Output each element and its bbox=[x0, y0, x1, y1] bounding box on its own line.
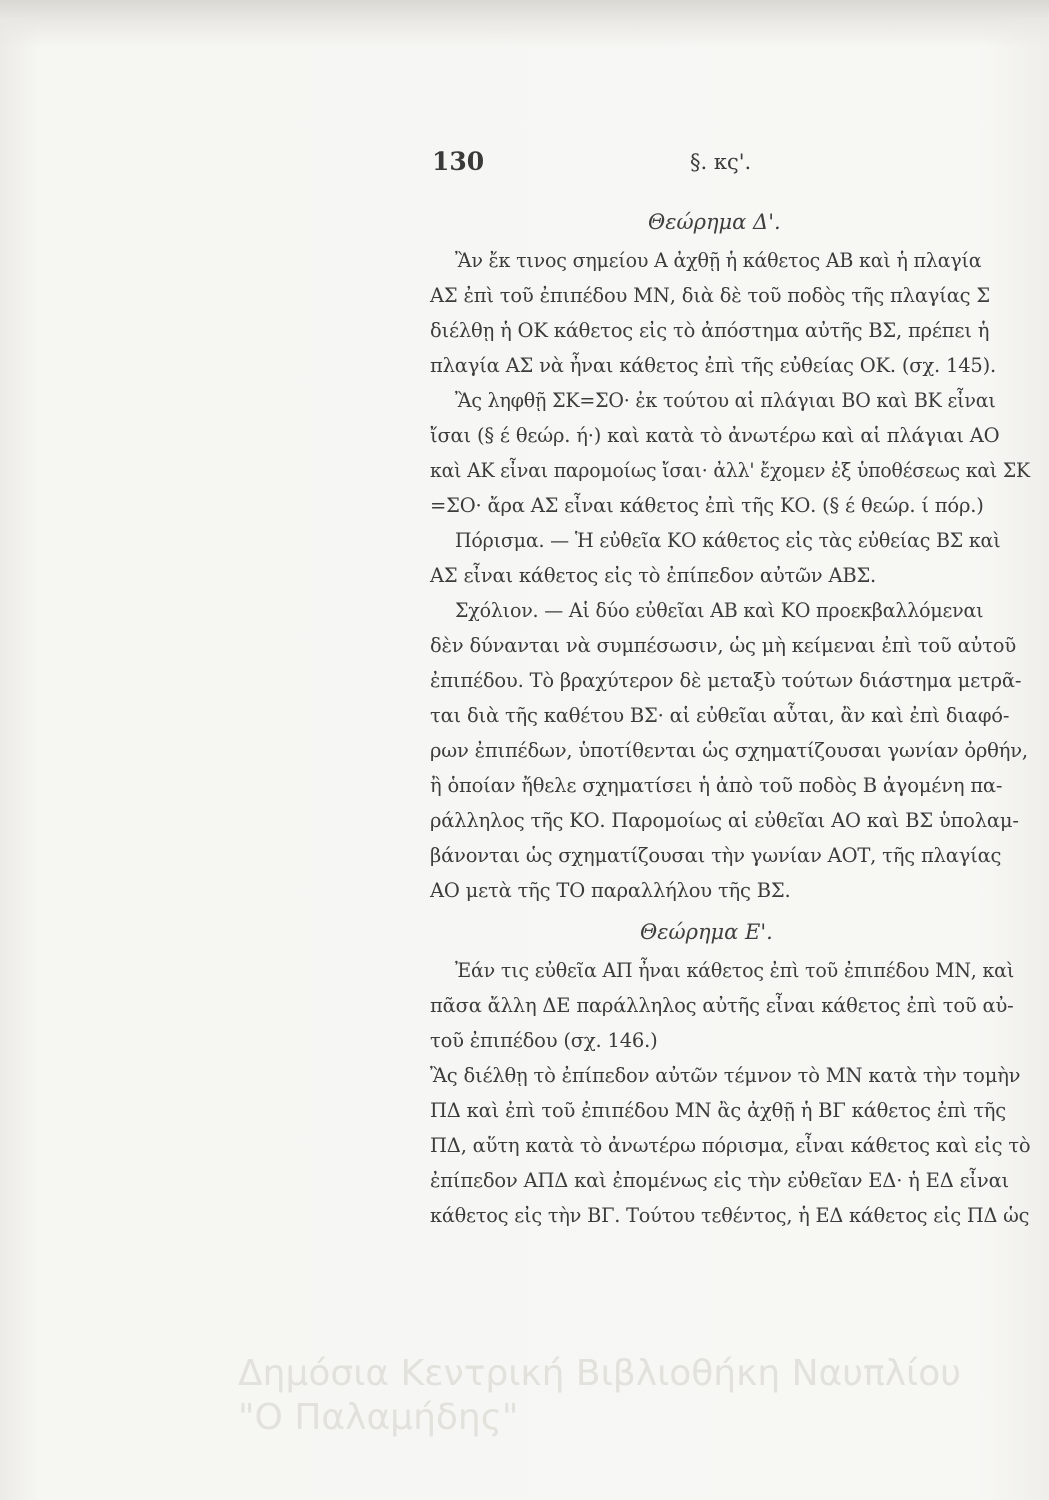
text-line: πλαγία ΑΣ νὰ ἦναι κάθετος ἐπὶ τῆς εὐθείας ΟΚ. (σχ. 145). bbox=[430, 354, 997, 377]
text-line: κάθετος εἰς τὴν ΒΓ. Τούτου τεθέντος, ἡ ΕΔ κάθετος εἰς ΠΔ ὡς bbox=[430, 1204, 1030, 1227]
text-line: ράλληλος τῆς ΚΟ. Παρομοίως αἱ εὐθεῖαι ΑΟ καὶ ΒΣ ὑπολαμ- bbox=[430, 809, 1019, 832]
text-line: ἢ ὁποίαν ἤθελε σχηματίσει ἡ ἀπὸ τοῦ ποδὸς Β ἀγομένη πα- bbox=[430, 774, 1003, 797]
text-line: ΑΣ ἐπὶ τοῦ ἐπιπέδου ΜΝ, διὰ δὲ τοῦ ποδὸς τῆς πλαγίας Σ bbox=[430, 284, 990, 307]
theorem-d-title: Θεώρημα Δ'. bbox=[648, 210, 781, 234]
text-line: Ἂς διέλθῃ τὸ ἐπίπεδον αὐτῶν τέμνον τὸ ΜΝ κατὰ τὴν τομὴν bbox=[430, 1064, 1021, 1087]
library-watermark bbox=[238, 1352, 961, 1440]
text-line: καὶ ΑΚ εἶναι παρομοίως ἴσαι· ἀλλ' ἔχομεν ἐξ ὑποθέσεως καὶ ΣΚ bbox=[430, 459, 1030, 482]
text-line: πᾶσα ἄλλη ΔΕ παράλληλος αὐτῆς εἶναι κάθετος ἐπὶ τοῦ αὐ- bbox=[430, 994, 1014, 1017]
text-line: ΠΔ καὶ ἐπὶ τοῦ ἐπιπέδου ΜΝ ἂς ἀχθῇ ἡ ΒΓ κάθετος ἐπὶ τῆς bbox=[430, 1099, 1006, 1122]
page-number: 130 bbox=[432, 147, 485, 176]
theorem-e-title: Θεώρημα Ε'. bbox=[640, 920, 773, 944]
text-line: τοῦ ἐπιπέδου (σχ. 146.) bbox=[430, 1029, 658, 1052]
text-line: βάνονται ὡς σχηματίζουσαι τὴν γωνίαν ΑΟΤ, τῆς πλαγίας bbox=[430, 844, 1002, 867]
text-line: ρων ἐπιπέδων, ὑποτίθενται ὡς σχηματίζουσαι γωνίαν ὀρθήν, bbox=[430, 739, 1028, 762]
text-line: ἐπιπέδου. Τὸ βραχύτερον δὲ μεταξὺ τούτων διάστημα μετρᾶ- bbox=[430, 669, 1022, 692]
text-line: Ἂν ἔκ τινος σημείου Α ἀχθῇ ἡ κάθετος ΑΒ καὶ ἡ πλαγία bbox=[455, 249, 982, 272]
section-mark: §. κς'. bbox=[690, 150, 752, 174]
text-line: ΑΣ εἶναι κάθετος εἰς τὸ ἐπίπεδον αὐτῶν ΑΒΣ. bbox=[430, 564, 877, 587]
text-line: ΠΔ, αὕτη κατὰ τὸ ἀνωτέρω πόρισμα, εἶναι κάθετος καὶ εἰς τὸ bbox=[430, 1134, 1031, 1157]
watermark-line-1: Δημόσια Κεντρική Βιβλιοθήκη Ναυπλίου bbox=[238, 1353, 962, 1394]
corollary-line: Πόρισμα. — Ἡ εὐθεῖα ΚΟ κάθετος εἰς τὰς εὐθείας ΒΣ καὶ bbox=[455, 529, 1001, 552]
text-line: Ἂς ληφθῇ ΣΚ=ΣΟ· ἐκ τούτου αἱ πλάγιαι ΒΟ καὶ ΒΚ εἶναι bbox=[455, 389, 996, 412]
text-line: =ΣΟ· ἄρα ΑΣ εἶναι κάθετος ἐπὶ τῆς ΚΟ. (§ έ θεώρ. ί πόρ.) bbox=[430, 494, 984, 517]
text-line: ΑΟ μετὰ τῆς ΤΟ παραλλήλου τῆς ΒΣ. bbox=[430, 879, 791, 902]
text-line: δὲν δύνανται νὰ συμπέσωσιν, ὡς μὴ κείμεναι ἐπὶ τοῦ αὐτοῦ bbox=[430, 634, 1016, 657]
text-line: ἴσαι (§ έ θεώρ. ή·) καὶ κατὰ τὸ ἀνωτέρω καὶ αἱ πλάγιαι ΑΟ bbox=[430, 424, 1000, 447]
watermark-line-2: "Ο Παλαμήδης" bbox=[238, 1397, 519, 1438]
scholium-line: Σχόλιον. — Αἱ δύο εὐθεῖαι ΑΒ καὶ ΚΟ προεκβαλλόμεναι bbox=[455, 599, 984, 622]
text-line: Ἐάν τις εὐθεῖα ΑΠ ἦναι κάθετος ἐπὶ τοῦ ἐπιπέδου ΜΝ, καὶ bbox=[455, 959, 1015, 982]
page-top-edge bbox=[0, 0, 1049, 48]
text-line: ἐπίπεδον ΑΠΔ καὶ ἐπομένως εἰς τὴν εὐθεῖαν ΕΔ· ἡ ΕΔ εἶναι bbox=[430, 1169, 1009, 1192]
text-line: ται διὰ τῆς καθέτου ΒΣ· αἱ εὐθεῖαι αὗται, ἂν καὶ ἐπὶ διαφό- bbox=[430, 704, 1010, 727]
text-line: διέλθῃ ἡ ΟΚ κάθετος εἰς τὸ ἀπόστημα αὐτῆς ΒΣ, πρέπει ἡ bbox=[430, 319, 990, 342]
